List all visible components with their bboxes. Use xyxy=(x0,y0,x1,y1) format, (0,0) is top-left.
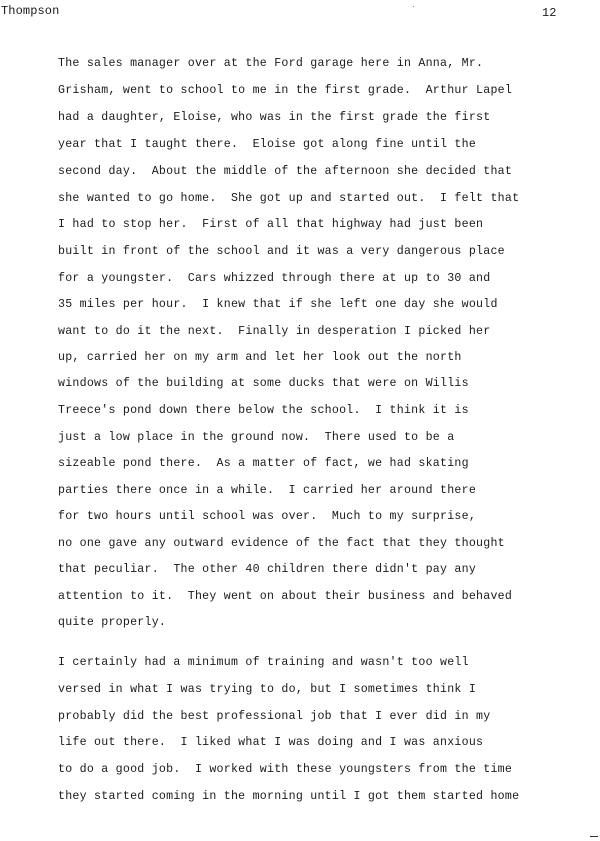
text-line: want to do it the next. Finally in desperation I picked her xyxy=(58,325,491,338)
text-line: 35 miles per hour. I knew that if she left one day she would xyxy=(58,298,498,311)
page-edge-mark xyxy=(590,836,598,837)
text-line: year that I taught there. Eloise got along fine until the xyxy=(58,138,477,151)
text-line: Grisham, went to school to me in the first grade. Arthur Lapel xyxy=(58,84,513,97)
text-line: probably did the best professional job that I ever did in my xyxy=(58,710,491,723)
text-line: versed in what I was trying to do, but I sometimes think I xyxy=(58,683,477,696)
page-header-author: Thompson xyxy=(1,4,60,18)
text-line: attention to it. They went on about their business and behaved xyxy=(58,590,513,603)
text-line: parties there once in a while. I carried her around there xyxy=(58,484,477,497)
text-line: to do a good job. I worked with these youngsters from the time xyxy=(58,763,513,776)
text-line: for two hours until school was over. Much to my surprise, xyxy=(58,510,477,523)
text-line: she wanted to go home. She got up and started out. I felt that xyxy=(58,192,520,205)
text-line: they started coming in the morning until I got them started home xyxy=(58,790,520,803)
text-line: just a low place in the ground now. There used to be a xyxy=(58,431,455,444)
text-line: that peculiar. The other 40 children there didn't pay any xyxy=(58,563,477,576)
text-line: had a daughter, Eloise, who was in the first grade the first xyxy=(58,111,491,124)
text-line: no one gave any outward evidence of the fact that they thought xyxy=(58,537,505,550)
text-line: built in front of the school and it was a very dangerous place xyxy=(58,245,505,258)
text-line: windows of the building at some ducks that were on Willis xyxy=(58,377,469,390)
text-line: I had to stop her. First of all that highway had just been xyxy=(58,218,484,231)
text-line: I certainly had a minimum of training and wasn't too well xyxy=(58,656,469,669)
text-line: life out there. I liked what I was doing and I was anxious xyxy=(58,736,484,749)
text-line: up, carried her on my arm and let her look out the north xyxy=(58,351,462,364)
scan-speck xyxy=(413,6,414,7)
text-line: second day. About the middle of the afternoon she decided that xyxy=(58,165,513,178)
text-line: Treece's pond down there below the school. I think it is xyxy=(58,404,469,417)
text-line: The sales manager over at the Ford garage here in Anna, Mr. xyxy=(58,57,484,70)
text-line: quite properly. xyxy=(58,616,167,629)
text-line: for a youngster. Cars whizzed through there at up to 30 and xyxy=(58,272,491,285)
text-line: sizeable pond there. As a matter of fact, we had skating xyxy=(58,457,469,470)
page-number: 12 xyxy=(542,6,557,20)
